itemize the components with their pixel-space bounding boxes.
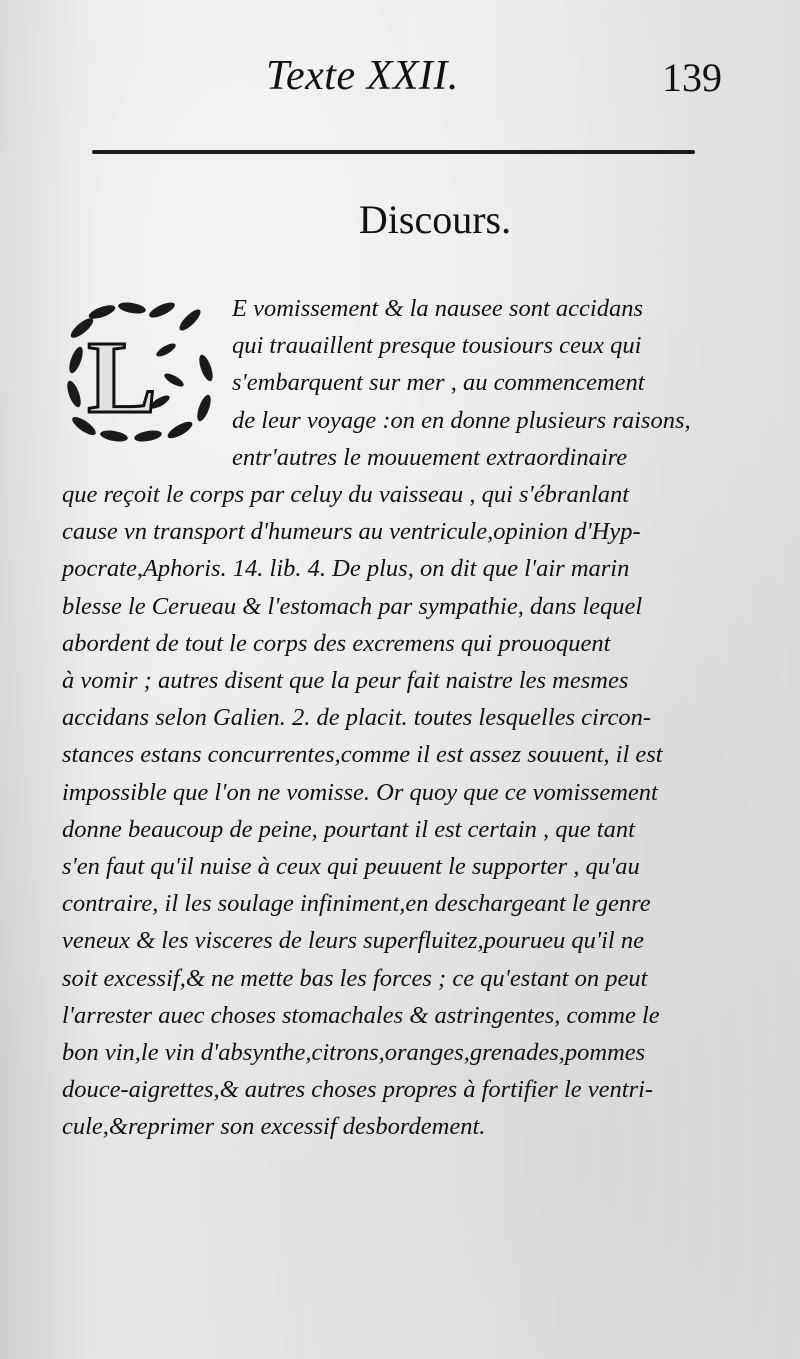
text-line: qui trauaillent presque tousiours ceux qui	[232, 332, 642, 360]
text-line: veneux & les visceres de leurs superfluitez,pourueu qu'il ne	[62, 927, 644, 955]
text-line: stances estans concurrentes,comme il est assez souuent, il est	[62, 741, 663, 769]
page-number: 139	[662, 55, 722, 100]
text-line: abordent de tout le corps des excremens qui prouoquent	[62, 629, 611, 657]
section-heading: Discours.	[358, 197, 512, 242]
text-line: bon vin,le vin d'absynthe,citrons,oranges,grenades,pommes	[62, 1039, 646, 1067]
body-text	[62, 290, 730, 1146]
text-line: à vomir ; autres disent que la peur fait naistre les mesmes	[62, 667, 629, 695]
text-line: cause vn transport d'humeurs au ventricule,opinion d'Hyp-	[62, 518, 641, 546]
header-rule	[92, 150, 695, 154]
text-line: contraire, il les soulage infiniment,en deschargeant le genre	[62, 890, 651, 918]
text-line: donne beaucoup de peine, pourtant il est certain , que tant	[62, 815, 635, 843]
text-line: accidans selon Galien. 2. de placit. toutes lesquelles circon-	[62, 704, 652, 732]
text-line: que reçoit le corps par celuy du vaisseau , qui s'ébranlant	[62, 481, 630, 509]
text-line: E vomissement & la nausee sont accidans	[232, 295, 643, 322]
text-line: blesse le Cerueau & l'estomach par sympathie, dans lequel	[62, 592, 643, 620]
text-line: l'arrester auec choses stomachales & astringentes, comme le	[62, 1001, 660, 1029]
text-line: de leur voyage :on en donne plusieurs raisons,	[232, 406, 691, 434]
text-line: s'embarquent sur mer , au commencement	[232, 369, 645, 397]
text-line: douce-aigrettes,& autres choses propres à fortifier le ventri-	[62, 1076, 654, 1104]
text-line: soit excessif,& ne mette bas les forces ; ce qu'estant on peut	[62, 964, 648, 992]
text-line: s'en faut qu'il nuise à ceux qui peuuent le supporter , qu'au	[62, 853, 640, 881]
page-header	[90, 40, 720, 110]
running-title: Texte XXII.	[266, 53, 459, 99]
drop-cap-letter: L	[87, 320, 157, 435]
text-line: pocrate,Aphoris. 14. lib. 4. De plus, on dit que l'air marin	[62, 555, 630, 583]
text-line: impossible que l'on ne vomisse. Or quoy que ce vomissement	[62, 778, 658, 806]
text-line: entr'autres le mouuement extraordinaire	[232, 443, 628, 471]
text-line: cule,&reprimer son excessif desbordement.	[62, 1113, 486, 1141]
